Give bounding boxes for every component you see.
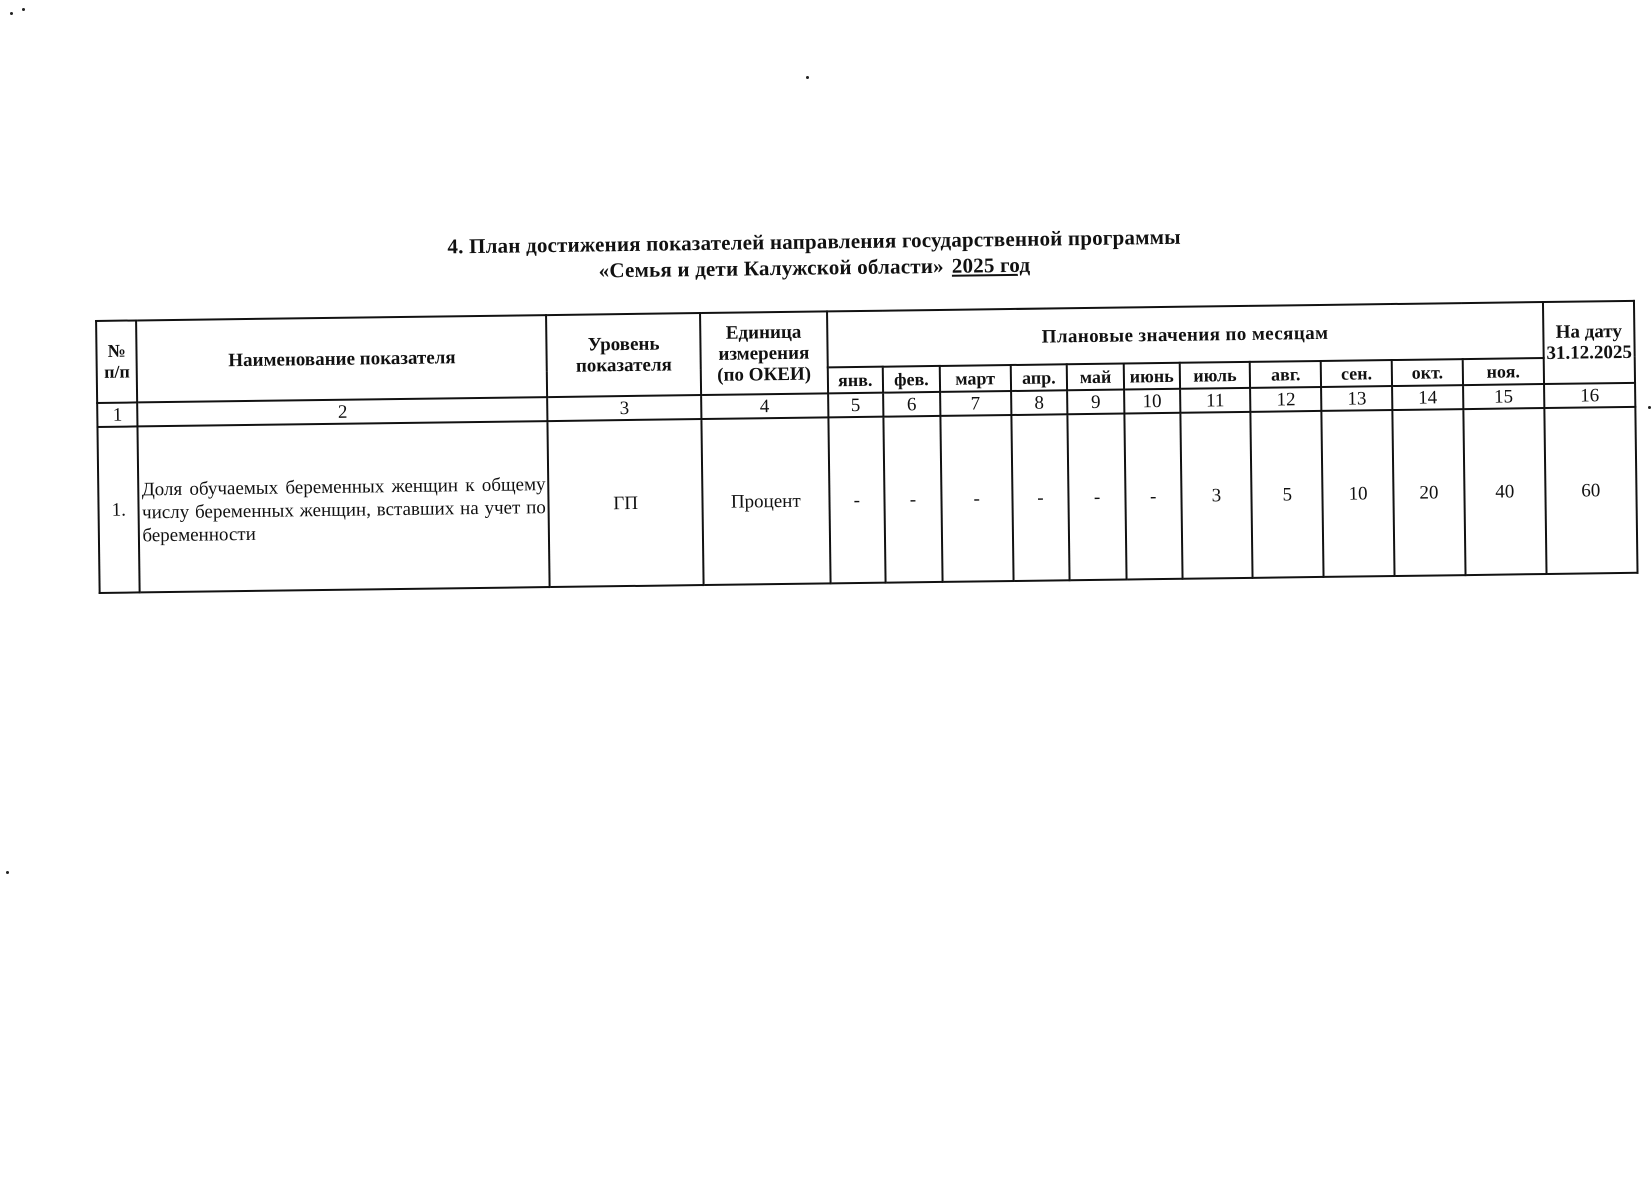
month-value: - (1011, 414, 1070, 581)
month-value: - (1068, 414, 1127, 581)
program-name: «Семья и дети Калужской области» (598, 253, 944, 283)
column-number: 9 (1067, 390, 1124, 415)
scan-speck (22, 8, 25, 11)
month-header: сен. (1321, 360, 1392, 387)
title-line-1: 4. План достижения показателей направления государственной программы (447, 224, 1181, 259)
document-body (94, 218, 1639, 594)
column-number: 5 (828, 393, 884, 418)
scan-speck (6, 871, 9, 874)
document-title (94, 221, 1415, 290)
column-number: 1 (97, 402, 138, 427)
month-header: май (1067, 364, 1124, 391)
date-value: 60 (1544, 407, 1637, 574)
month-header: фев. (883, 366, 940, 393)
month-header: ноя. (1463, 358, 1544, 385)
month-value: 5 (1251, 411, 1324, 578)
month-value: 10 (1322, 410, 1395, 577)
column-number: 3 (547, 395, 701, 421)
month-value: - (940, 415, 1013, 582)
column-number: 11 (1180, 388, 1251, 413)
month-header: янв. (827, 367, 883, 394)
month-value: - (1124, 413, 1182, 580)
scan-speck (806, 76, 809, 79)
header-level: Уровень показателя (546, 313, 701, 397)
indicator-unit: Процент (701, 417, 830, 585)
month-header: июль (1179, 362, 1250, 389)
table-row (97, 407, 1637, 593)
indicator-name: Доля обучаемых беременных женщин к общему числу беременных женщин, вставших на учет по беременности (138, 421, 550, 592)
month-value: 3 (1180, 412, 1253, 579)
column-number: 10 (1124, 389, 1180, 414)
month-value: 40 (1463, 408, 1546, 575)
title-year: 2025 год (951, 252, 1031, 278)
column-number: 7 (940, 391, 1011, 416)
header-unit: Единица измерения (по ОКЕИ) (700, 311, 828, 395)
column-number: 2 (138, 397, 548, 426)
header-date: На дату 31.12.2025 (1543, 301, 1635, 384)
month-header: март (940, 365, 1011, 392)
month-header: июнь (1124, 363, 1180, 390)
column-number: 16 (1544, 383, 1635, 408)
month-value: - (884, 416, 943, 583)
month-header: окт. (1392, 359, 1463, 386)
column-number: 15 (1463, 384, 1544, 409)
plan-table (95, 300, 1638, 594)
header-num: № п/п (96, 320, 138, 403)
month-header: авг. (1250, 361, 1321, 388)
indicator-level: ГП (548, 419, 704, 587)
column-number: 6 (883, 392, 940, 417)
scan-speck (10, 12, 13, 15)
column-number: 14 (1392, 385, 1463, 410)
header-name: Наименование показателя (137, 315, 548, 402)
month-header: апр. (1010, 364, 1067, 391)
column-number: 13 (1321, 386, 1392, 411)
row-number: 1. (97, 426, 140, 593)
header-monthly-values: Плановые значения по месяцам (827, 302, 1544, 367)
column-number: 12 (1250, 387, 1321, 412)
scan-speck (1648, 406, 1651, 409)
column-number: 8 (1011, 390, 1068, 415)
month-value: - (828, 417, 886, 584)
month-value: 20 (1392, 409, 1465, 576)
column-number: 4 (701, 393, 828, 419)
